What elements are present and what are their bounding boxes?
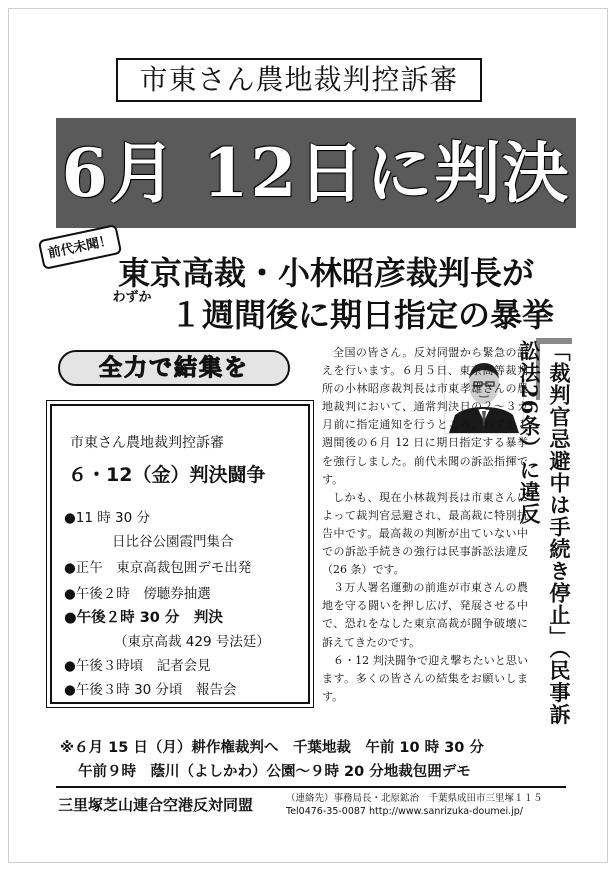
organization-name: 三里塚芝山連合空港反対同盟 <box>58 796 254 814</box>
article-paragraph: ６・12 判決闘争で迎え撃ちたいと思います。多くの皆さんの結集をお願いします。 <box>322 653 528 703</box>
headline-ruby <box>112 290 152 306</box>
schedule-heading: 市東さん農地裁判控訴審 <box>70 435 224 451</box>
rally-call-label: 全力で結集を <box>58 350 290 386</box>
unprecedented-badge: 前代未聞！ <box>38 224 122 270</box>
article-paragraph: ３万人署名運動の前進が市東さんの農地を守る闘いを押し広げ、発展させる中で、恐れをなした東京高裁が闘争破壊に訴えてきたのです。 <box>322 581 528 649</box>
note-line-2: 午前９時 蔭川（よしかわ）公園〜９時 20 分地裁包囲デモ <box>78 764 471 780</box>
contact-info <box>286 792 543 818</box>
schedule-item: ●午後３時 30 分頃 報告会 <box>64 682 237 698</box>
schedule-item: 日比谷公園霞門集合 <box>112 534 234 550</box>
vertical-slogan: 「裁判官忌避中は手続き停止」（民事訴訟法26条）に違反 <box>517 340 572 726</box>
contact-address: （連絡先）事務局長・北原鉱治 千葉県成田市三里塚１１５ <box>286 793 543 804</box>
schedule-item: ●午後２時 傍聴券抽選 <box>64 586 211 602</box>
schedule-item: ●午後２時 30 分 判決 <box>64 610 223 626</box>
headline-banner: 6月 12日に判決 <box>56 118 576 228</box>
schedule-item: ●正午 東京高裁包囲デモ出発 <box>64 560 252 576</box>
schedule-item: ●11 時 30 分 <box>64 510 151 526</box>
headline-line-1: 東京高裁・小林昭彦裁判長が <box>118 254 535 292</box>
article-body <box>322 344 528 706</box>
schedule-event: ６・12（金）判決闘争 <box>68 464 266 486</box>
headline-line-2: １週間後に期日指定の暴挙 <box>170 296 555 334</box>
article-paragraph: しかも、現在小林裁判長は市東さんによって裁判官忌避され、最高裁に特別抗告中です。最高裁の判断が出ていない中での訴訟手続きの強行は民事訴訟法違反（26 条）です。 <box>322 490 528 577</box>
schedule-item: ●午後３時頃 記者会見 <box>64 658 211 674</box>
schedule-box <box>50 404 310 704</box>
article-paragraph: 全国の皆さん。反対同盟から緊急の訴えを行います。６月５日、東京高等裁判所の小林昭彦裁判長は市東孝雄さんの農地裁判において、通常判決日の２〜３カ月前に指定通知を行うところ、わずか１週間後の６月 12 日に期日指定する暴挙を強行しました。前代未聞の訴訟指揮です。 <box>322 346 528 486</box>
footer-divider <box>56 786 566 788</box>
contact-phone-url: Tel0476-35-0087 http://www.sanrizuka-doumei.jp/ <box>286 806 523 817</box>
page-title: 市東さん農地裁判控訴審 <box>116 58 482 102</box>
ruby-text: わずか <box>112 290 152 305</box>
schedule-item: （東京高裁 429 号法廷） <box>114 634 270 650</box>
note-line-1: ※６月 15 日（月）耕作権裁判へ 千葉地裁 午前 10 時 30 分 <box>60 740 484 756</box>
